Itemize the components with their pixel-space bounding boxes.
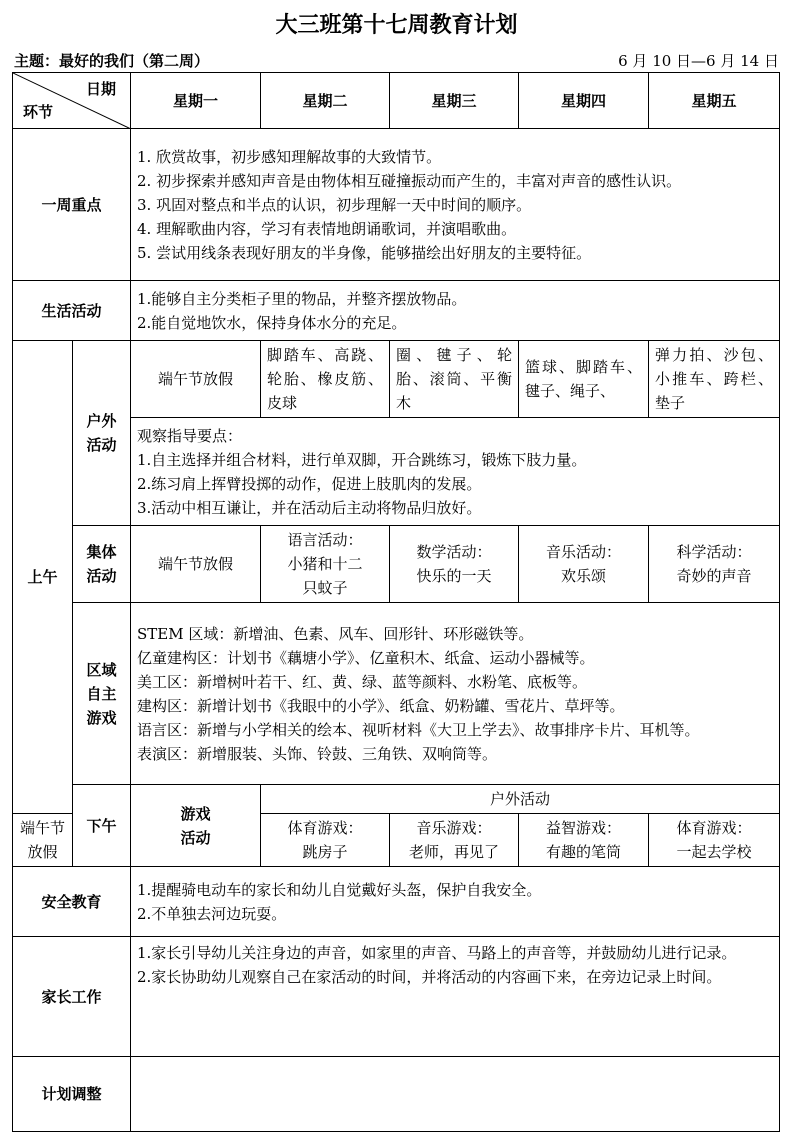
guide-item: 观察指导要点：: [137, 426, 243, 445]
page-title: 大三班第十七周教育计划: [275, 13, 518, 38]
day-header-fri: 星期五: [649, 73, 780, 129]
safety-row: [13, 867, 780, 937]
group-thu: [519, 526, 649, 603]
focus-item: 3. 巩固对整点和半点的认识，初步理解一天中时间的顺序。: [137, 195, 532, 214]
area-row: [13, 603, 780, 785]
area-label-line: 区域: [86, 660, 117, 679]
game-wed: [390, 814, 519, 867]
group-text: 奇妙的声音: [676, 567, 752, 585]
section-axis-label: 环节: [23, 103, 54, 121]
area-content: [131, 603, 780, 785]
outdoor-row: [13, 341, 780, 418]
guide-item: 3.活动中相互谦让，并在活动后主动将物品归放好。: [137, 498, 482, 517]
area-item: 亿童建构区：计划书《藕塘小学》、亿童积木、纸盒、运动小器械等。: [137, 648, 595, 667]
life-item: 1.能够自主分类柜子里的物品，并整齐摆放物品。: [137, 289, 467, 308]
game-text: 体育游戏：: [287, 819, 363, 837]
outdoor-wed: 圈、毽子、轮胎、滚筒、平衡木: [390, 341, 519, 418]
parents-item: 2.家长协助幼儿观察自己在家活动的时间，并将活动的内容画下来，在旁边记录上时间。: [137, 968, 722, 986]
group-wed: [390, 526, 519, 603]
safety-item: 1.提醒骑电动车的家长和幼儿自觉戴好头盔，保护自我安全。: [137, 880, 542, 899]
day-header-wed: 星期三: [390, 73, 519, 129]
adjust-row: [13, 1057, 780, 1132]
diagonal-header-cell: [13, 73, 131, 129]
life-label: 生活活动: [13, 281, 131, 341]
area-item: 建构区：新增计划书《我眼中的小学》、纸盒、奶粉罐、雪花片、草坪等。: [137, 696, 625, 715]
outdoor-label-line: 活动: [86, 436, 117, 454]
outdoor-guide: [131, 418, 780, 526]
game-text: 益智游戏：: [545, 819, 621, 837]
afternoon-outdoor-title: 户外活动: [261, 785, 780, 814]
afternoon-top-row: [13, 785, 780, 814]
parents-item: 1.家长引导幼儿关注身边的声音，如家里的声音、马路上的声音等，并鼓励幼儿进行记录。: [137, 944, 737, 962]
area-item: 美工区：新增树叶若干、红、黄、绿、蓝等颜料、水粉笔、底板等。: [137, 672, 588, 691]
weekly-focus-content: [131, 129, 780, 281]
game-thu: [519, 814, 649, 867]
date-range: 6 月 10 日—6 月 14 日: [618, 52, 779, 70]
group-mon: [131, 526, 261, 603]
morning-label: 上午: [13, 341, 73, 814]
game-tue: [261, 814, 390, 867]
group-row: [13, 526, 780, 603]
game-text: 有趣的笔筒: [545, 843, 621, 861]
outdoor-mon: 端午节放假: [131, 341, 261, 418]
area-label-line: 游戏: [86, 708, 117, 727]
game-text: 音乐游戏：: [416, 819, 492, 837]
outdoor-thu: 篮球、脚踏车、毽子、绳子、: [519, 341, 649, 418]
guide-item: 1.自主选择并组合材料，进行单双脚，开合跳练习，锻炼下肢力量。: [137, 450, 587, 469]
life-row: [13, 281, 780, 341]
weekly-focus-row: [13, 129, 780, 281]
group-label-line: 集体: [86, 543, 117, 561]
group-fri: [649, 526, 780, 603]
group-text: 音乐活动：: [545, 543, 621, 561]
parents-content: [131, 937, 780, 1057]
afternoon-label: 下午: [73, 785, 131, 867]
header-row: [13, 73, 780, 129]
adjust-label: 计划调整: [13, 1057, 131, 1132]
safety-label: 安全教育: [13, 867, 131, 937]
game-label-line: 游戏: [180, 804, 211, 823]
game-fri: [649, 814, 780, 867]
outdoor-label-line: 户外: [86, 412, 117, 430]
focus-item: 4. 理解歌曲内容，学习有表情地朗诵歌词，并演唱歌曲。: [137, 219, 517, 238]
area-label: [73, 603, 131, 785]
group-text: 快乐的一天: [416, 567, 492, 585]
adjust-content[interactable]: [131, 1057, 780, 1132]
game-text: 跳房子: [302, 843, 348, 861]
group-text: 科学活动：: [676, 543, 752, 561]
day-header-tue: 星期二: [261, 73, 390, 129]
game-label-line: 活动: [180, 828, 211, 847]
outdoor-fri: 弹力拍、沙包、小推车、跨栏、垫子: [649, 341, 780, 418]
group-text: 小猪和十二: [287, 555, 363, 573]
group-text: 语言活动：: [287, 531, 363, 549]
life-content: [131, 281, 780, 341]
focus-item: 1. 欣赏故事，初步感知理解故事的大致情节。: [137, 147, 442, 166]
area-label-line: 自主: [86, 684, 117, 703]
plan-table: [12, 72, 780, 1132]
game-text: 端午节放假: [19, 819, 65, 861]
day-header-thu: 星期四: [519, 73, 649, 129]
group-label: [73, 526, 131, 603]
parents-row: [13, 937, 780, 1057]
theme-text: 主题：最好的我们（第二周）: [14, 52, 210, 70]
parents-label: 家长工作: [13, 937, 131, 1057]
game-text: 体育游戏：: [676, 819, 752, 837]
day-header-mon: 星期一: [131, 73, 261, 129]
game-text: 老师，再见了: [408, 843, 499, 861]
safety-item: 2.不单独去河边玩耍。: [137, 904, 287, 923]
group-tue: [261, 526, 390, 603]
outdoor-tue: 脚踏车、高跷、轮胎、橡皮筋、皮球: [261, 341, 390, 418]
game-label: [131, 785, 261, 867]
safety-content: [131, 867, 780, 937]
guide-item: 2.练习肩上挥臂投掷的动作，促进上肢肌肉的发展。: [137, 474, 482, 493]
outdoor-label: [73, 341, 131, 526]
group-text: 欢乐颂: [560, 567, 606, 585]
life-item: 2.能自觉地饮水，保持身体水分的充足。: [137, 313, 407, 332]
game-mon: [13, 814, 73, 867]
game-text: 一起去学校: [676, 843, 752, 861]
group-label-line: 活动: [86, 567, 117, 585]
area-item: 语言区：新增与小学相关的绘本、视听材料《大卫上学去》、故事排序卡片、耳机等。: [137, 720, 700, 739]
focus-item: 2. 初步探索并感知声音是由物体相互碰撞振动而产生的，丰富对声音的感性认识。: [137, 171, 682, 190]
group-text: 数学活动：: [416, 543, 492, 561]
focus-item: 5. 尝试用线条表现好朋友的半身像，能够描绘出好朋友的主要特征。: [137, 243, 592, 262]
area-item: 表演区：新增服装、头饰、铃鼓、三角铁、双响筒等。: [137, 744, 498, 763]
group-text: 端午节放假: [157, 555, 233, 573]
area-item: STEM 区域：新增油、色素、风车、回形针、环形磁铁等。: [137, 624, 534, 643]
group-text: 只蚊子: [302, 579, 348, 597]
weekly-focus-label: 一周重点: [13, 129, 131, 281]
date-axis-label: 日期: [85, 80, 116, 98]
